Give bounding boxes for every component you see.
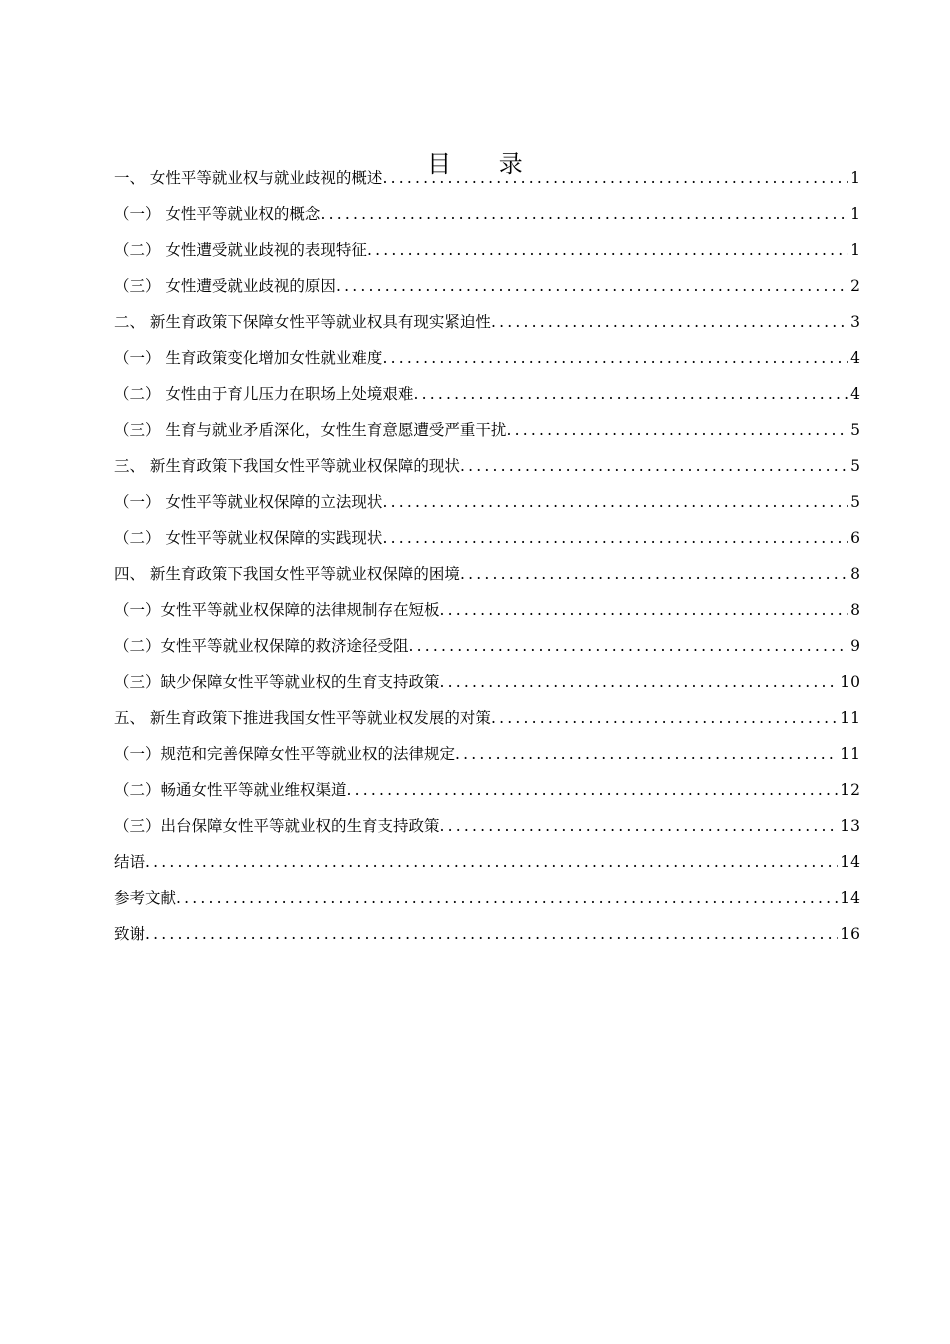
toc-entry-label: （一） 女性平等就业权的概念 [114,205,321,223]
dot-leader [382,160,848,196]
toc-entry-label: 致谢 [114,925,146,943]
toc-entry[interactable] [114,484,860,520]
toc-entry[interactable] [114,340,860,376]
dot-leader [491,304,848,340]
dot-leader [506,412,848,448]
toc-entry-label: （一） 生育政策变化增加女性就业难度 [114,349,383,367]
table-of-contents [114,160,860,952]
toc-page-number: 11 [840,709,860,727]
toc-entry[interactable] [114,232,860,268]
toc-entry[interactable] [114,736,860,772]
toc-entry[interactable] [114,772,860,808]
toc-entry[interactable] [114,304,860,340]
toc-entry-label: （三） 生育与就业矛盾深化，女性生育意愿遭受严重干扰 [114,421,507,439]
dot-leader [460,448,848,484]
toc-entry-label: 四、 新生育政策下我国女性平等就业权保障的困境 [114,565,460,583]
dot-leader [347,772,839,808]
toc-entry-label: 二、 新生育政策下保障女性平等就业权具有现实紧迫性 [114,313,491,331]
toc-entry-label: （二） 女性遭受就业歧视的表现特征 [114,241,367,259]
dot-leader [413,376,848,412]
toc-entry-label: （三）缺少保障女性平等就业权的生育支持政策 [114,673,440,691]
toc-entry-label: （二） 女性平等就业权保障的实践现状 [114,529,383,547]
toc-entry-label: （二）畅通女性平等就业维权渠道 [114,781,347,799]
toc-entry[interactable] [114,592,860,628]
toc-page-number: 4 [850,349,860,367]
toc-entry-label: 参考文献 [114,889,177,907]
toc-entry-label: （一）女性平等就业权保障的法律规制存在短板 [114,601,440,619]
dot-leader [409,628,849,664]
dot-leader [382,520,848,556]
toc-page-number: 9 [850,637,860,655]
dot-leader [320,196,848,232]
toc-page-number: 4 [850,385,860,403]
dot-leader [176,880,838,916]
dot-leader [382,340,848,376]
toc-page-number: 8 [850,565,860,583]
toc-entry-label: 结语 [114,853,146,871]
toc-entry-label: 五、 新生育政策下推进我国女性平等就业权发展的对策 [114,709,491,727]
toc-entry-label: 一、 女性平等就业权与就业歧视的概述 [114,169,383,187]
toc-entry-label: （一）规范和完善保障女性平等就业权的法律规定 [114,745,456,763]
toc-entry-label: 三、 新生育政策下我国女性平等就业权保障的现状 [114,457,460,475]
dot-leader [382,484,848,520]
dot-leader [460,556,848,592]
dot-leader [336,268,848,304]
toc-entry[interactable] [114,880,860,916]
dot-leader [491,700,838,736]
toc-entry[interactable] [114,160,860,196]
dot-leader [367,232,848,268]
toc-entry-label: （三） 女性遭受就业歧视的原因 [114,277,336,295]
toc-page-number: 11 [840,745,860,763]
toc-entry[interactable] [114,844,860,880]
toc-entry[interactable] [114,916,860,952]
toc-page-number: 14 [840,889,860,907]
dot-leader [440,808,839,844]
toc-entry[interactable] [114,808,860,844]
toc-page-number: 6 [850,529,860,547]
dot-leader [145,844,838,880]
toc-entry-label: （一） 女性平等就业权保障的立法现状 [114,493,383,511]
toc-page-number: 8 [850,601,860,619]
toc-page-number: 13 [840,817,860,835]
toc-entry-label: （二） 女性由于育儿压力在职场上处境艰难 [114,385,414,403]
toc-entry[interactable] [114,628,860,664]
toc-entry[interactable] [114,700,860,736]
dot-leader [440,664,839,700]
toc-entry[interactable] [114,448,860,484]
dot-leader [440,592,849,628]
toc-page-number: 12 [840,781,860,799]
toc-page-number: 5 [850,493,860,511]
toc-entry[interactable] [114,196,860,232]
toc-page-number: 1 [850,205,860,223]
toc-entry[interactable] [114,376,860,412]
dot-leader [455,736,838,772]
toc-page-number: 10 [840,673,860,691]
toc-page-number: 5 [850,457,860,475]
toc-page-number: 2 [850,277,860,295]
toc-page-number: 5 [850,421,860,439]
toc-page-number: 16 [840,925,860,943]
toc-entry[interactable] [114,268,860,304]
toc-page-number: 3 [850,313,860,331]
toc-entry[interactable] [114,520,860,556]
toc-entry[interactable] [114,412,860,448]
page-title: 目 录 [427,150,543,178]
toc-page-number: 1 [850,241,860,259]
toc-entry-label: （三）出台保障女性平等就业权的生育支持政策 [114,817,440,835]
toc-page-number: 1 [850,169,860,187]
toc-entry[interactable] [114,664,860,700]
toc-entry-label: （二）女性平等就业权保障的救济途径受阻 [114,637,409,655]
toc-page-number: 14 [840,853,860,871]
toc-entry[interactable] [114,556,860,592]
dot-leader [145,916,838,952]
